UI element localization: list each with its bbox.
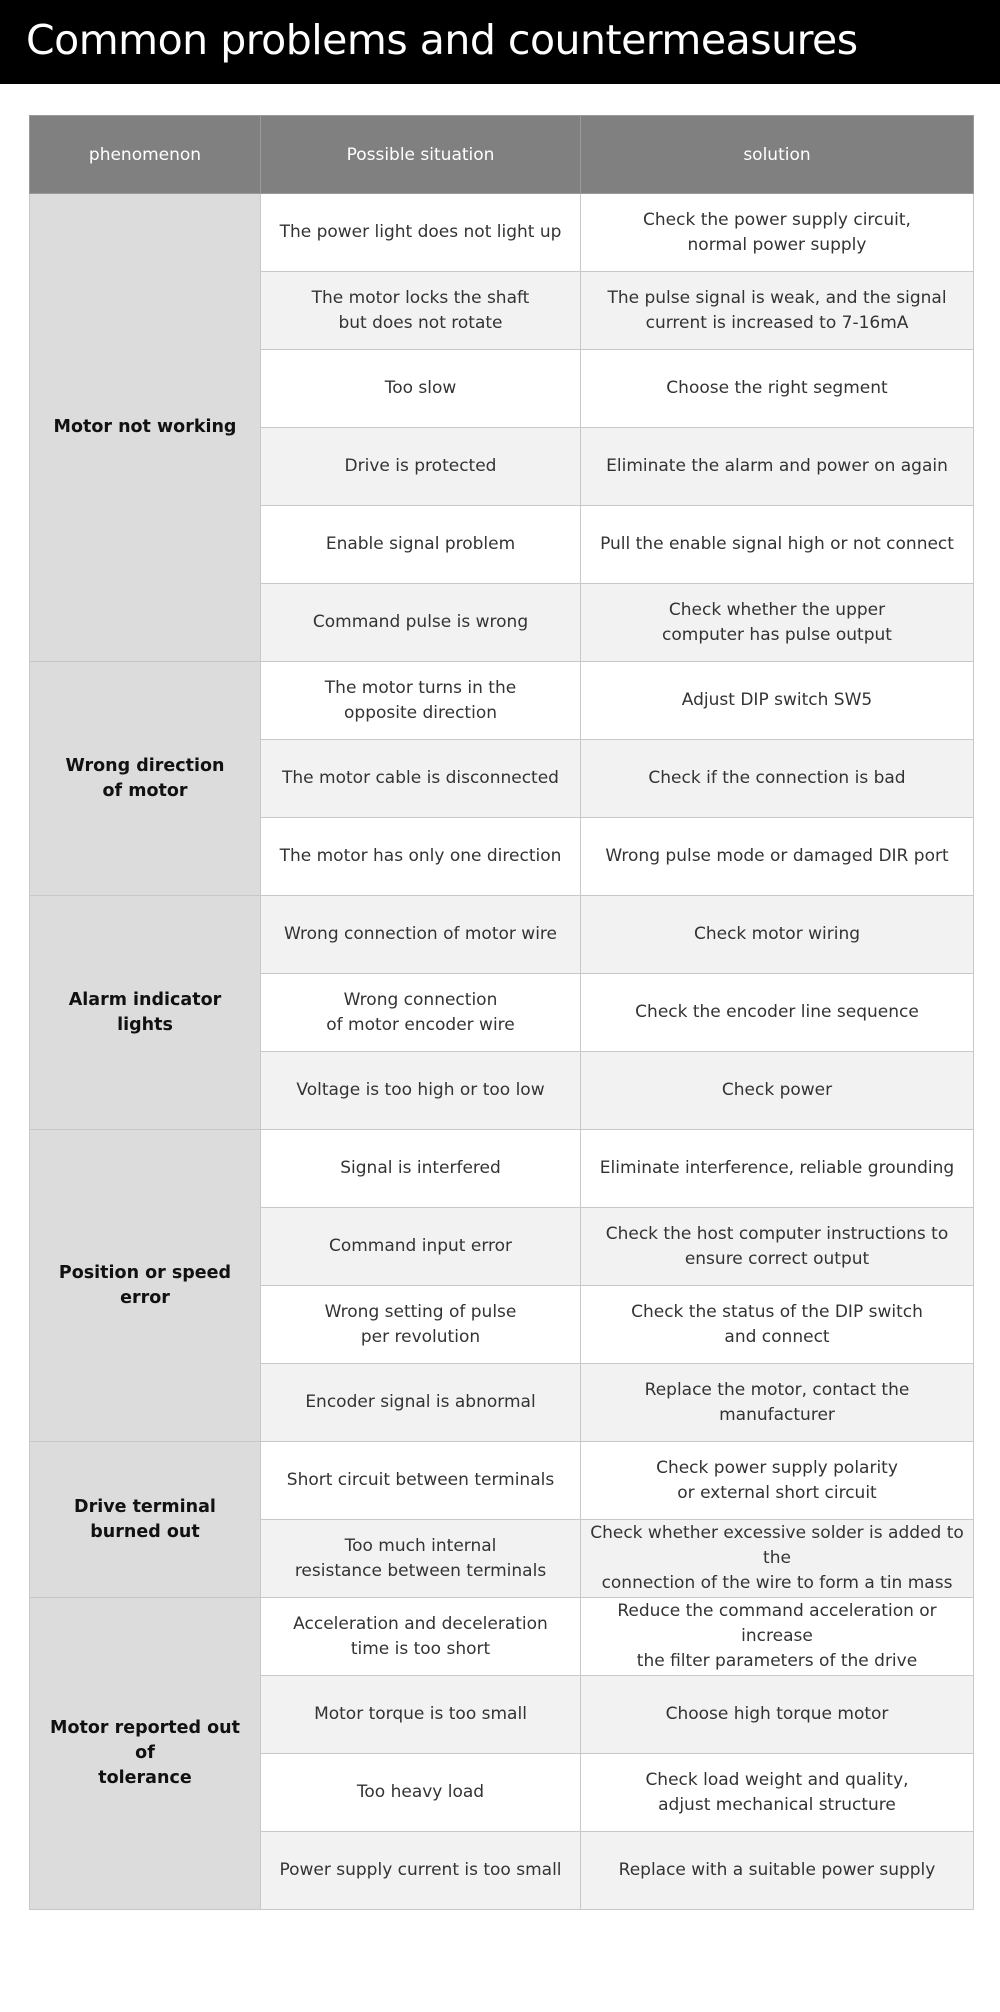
situation-cell: The motor turns in the opposite direction	[261, 662, 581, 740]
situation-cell: Enable signal problem	[261, 506, 581, 584]
table-row	[30, 1442, 974, 1520]
situation-cell: Encoder signal is abnormal	[261, 1364, 581, 1442]
situation-cell: The power light does not light up	[261, 194, 581, 272]
column-header-phenomenon: phenomenon	[30, 116, 261, 194]
situation-cell: Power supply current is too small	[261, 1832, 581, 1910]
solution-cell: Check the encoder line sequence	[581, 974, 974, 1052]
situation-cell: Wrong connection of motor encoder wire	[261, 974, 581, 1052]
table-body	[30, 194, 974, 1910]
situation-cell: Drive is protected	[261, 428, 581, 506]
situation-cell: Acceleration and deceleration time is too short	[261, 1598, 581, 1676]
situation-cell: Voltage is too high or too low	[261, 1052, 581, 1130]
phenomenon-cell: Alarm indicator lights	[30, 896, 261, 1130]
table-row	[30, 662, 974, 740]
solution-cell: Check the status of the DIP switch and connect	[581, 1286, 974, 1364]
solution-cell: Check power supply polarity or external short circuit	[581, 1442, 974, 1520]
situation-cell: The motor cable is disconnected	[261, 740, 581, 818]
situation-cell: The motor has only one direction	[261, 818, 581, 896]
solution-cell: Check whether excessive solder is added to the connection of the wire to form a tin mass	[581, 1520, 974, 1598]
situation-cell: Signal is interfered	[261, 1130, 581, 1208]
situation-cell: Wrong connection of motor wire	[261, 896, 581, 974]
table-row	[30, 896, 974, 974]
situation-cell: Too heavy load	[261, 1754, 581, 1832]
solution-cell: Eliminate interference, reliable grounding	[581, 1130, 974, 1208]
solution-cell: Pull the enable signal high or not connect	[581, 506, 974, 584]
solution-cell: Choose high torque motor	[581, 1676, 974, 1754]
solution-cell: Check the host computer instructions to ensure correct output	[581, 1208, 974, 1286]
solution-cell: Check if the connection is bad	[581, 740, 974, 818]
solution-cell: Check the power supply circuit, normal power supply	[581, 194, 974, 272]
solution-cell: Wrong pulse mode or damaged DIR port	[581, 818, 974, 896]
solution-cell: The pulse signal is weak, and the signal current is increased to 7-16mA	[581, 272, 974, 350]
situation-cell: The motor locks the shaft but does not rotate	[261, 272, 581, 350]
situation-cell: Too slow	[261, 350, 581, 428]
phenomenon-cell: Motor reported out of tolerance	[30, 1598, 261, 1910]
phenomenon-cell: Position or speed error	[30, 1130, 261, 1442]
solution-cell: Check load weight and quality, adjust mechanical structure	[581, 1754, 974, 1832]
solution-cell: Choose the right segment	[581, 350, 974, 428]
situation-cell: Wrong setting of pulse per revolution	[261, 1286, 581, 1364]
phenomenon-cell: Motor not working	[30, 194, 261, 662]
column-header-solution: solution	[581, 116, 974, 194]
phenomenon-cell: Wrong direction of motor	[30, 662, 261, 896]
solution-cell: Check power	[581, 1052, 974, 1130]
solution-cell: Check motor wiring	[581, 896, 974, 974]
column-header-situation: Possible situation	[261, 116, 581, 194]
table-row	[30, 1598, 974, 1676]
solution-cell: Adjust DIP switch SW5	[581, 662, 974, 740]
solution-cell: Replace with a suitable power supply	[581, 1832, 974, 1910]
situation-cell: Short circuit between terminals	[261, 1442, 581, 1520]
page-title: Common problems and countermeasures	[26, 16, 858, 64]
solution-cell: Reduce the command acceleration or increase the filter parameters of the drive	[581, 1598, 974, 1676]
situation-cell: Too much internal resistance between terminals	[261, 1520, 581, 1598]
solution-cell: Check whether the upper computer has pulse output	[581, 584, 974, 662]
solution-cell: Eliminate the alarm and power on again	[581, 428, 974, 506]
table-row	[30, 194, 974, 272]
table-row	[30, 1130, 974, 1208]
table-header-row	[30, 116, 974, 194]
solution-cell: Replace the motor, contact the manufacturer	[581, 1364, 974, 1442]
situation-cell: Motor torque is too small	[261, 1676, 581, 1754]
phenomenon-cell: Drive terminal burned out	[30, 1442, 261, 1598]
troubleshooting-table	[29, 115, 974, 1910]
situation-cell: Command input error	[261, 1208, 581, 1286]
situation-cell: Command pulse is wrong	[261, 584, 581, 662]
page-header	[0, 0, 1000, 84]
